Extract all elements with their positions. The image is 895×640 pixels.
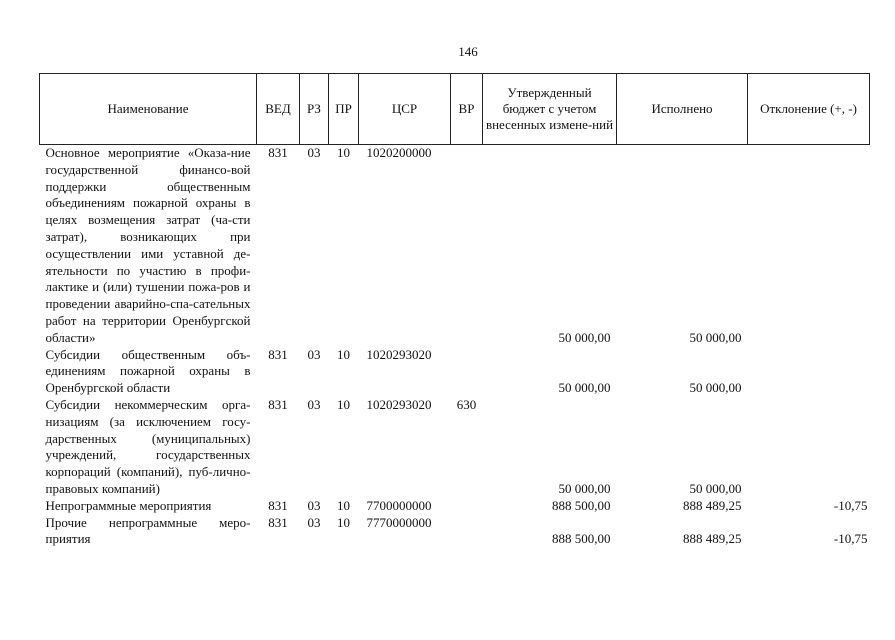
row-pr: 10 [337, 514, 350, 530]
row-approved: 50 000,00 [558, 380, 611, 396]
row-deviation: -10,75 [833, 497, 868, 513]
row-name: Субсидии некоммерческим орга-низациям (за исключением госу-дарственных (муниципальных) учреждений, государственных корпораций (компаний), пуб-лично-правовых компаний) [45, 396, 251, 496]
row-executed: 888 489,25 [683, 497, 742, 513]
table-row [40, 145, 870, 347]
table-row [40, 515, 870, 549]
row-csr: 7700000000 [366, 497, 432, 513]
row-approved: 50 000,00 [558, 329, 611, 345]
row-executed: 50 000,00 [689, 380, 742, 396]
table-header-row [40, 74, 870, 145]
table-row [40, 347, 870, 397]
row-ved: 831 [268, 145, 288, 160]
row-rz: 03 [307, 497, 321, 513]
budget-execution-table [39, 73, 870, 548]
table-row [40, 397, 870, 498]
row-ved: 831 [268, 514, 288, 530]
header-ved: ВЕД [257, 74, 300, 145]
row-vr [451, 145, 483, 347]
row-ved: 831 [268, 346, 288, 362]
row-rz: 03 [307, 145, 321, 160]
row-pr: 10 [337, 145, 350, 160]
row-vr: 630 [456, 396, 477, 412]
row-deviation [748, 347, 870, 397]
row-executed: 50 000,00 [689, 480, 742, 496]
row-name: Субсидии общественным объ-единениям пожарной охраны в Оренбургской области [45, 346, 251, 396]
row-pr: 10 [337, 396, 350, 412]
row-approved: 888 500,00 [552, 497, 611, 513]
row-name: Непрограммные мероприятия [45, 497, 212, 513]
row-name: Основное мероприятие «Оказа-ние государственной финансо-вой поддержки общественным объединениям пожарной охраны в целях возмещения затрат (ча-сти затрат), возникающих при осуществлении ими уставной де-ятельности по участию в профи-лактике и (или) тушении пожа-ров и проведении аварийно-спа-сательных работ на территории Оренбургской области» [45, 145, 251, 345]
row-deviation [748, 145, 870, 347]
row-approved: 888 500,00 [552, 531, 611, 547]
row-rz: 03 [307, 514, 321, 530]
row-csr: 7770000000 [366, 514, 432, 530]
row-pr: 10 [337, 346, 350, 362]
header-name: Наименование [40, 74, 257, 145]
header-deviation: Отклонение (+, -) [748, 74, 870, 145]
header-pr: ПР [329, 74, 359, 145]
row-name: Прочие непрограммные меро-приятия [45, 514, 251, 547]
header-vr: ВР [451, 74, 483, 145]
row-csr: 1020293020 [366, 346, 432, 362]
page-number: 146 [458, 44, 478, 59]
row-approved: 50 000,00 [558, 480, 611, 496]
row-executed: 50 000,00 [689, 329, 742, 345]
row-vr [451, 347, 483, 397]
row-rz: 03 [307, 346, 321, 362]
row-ved: 831 [268, 396, 288, 412]
row-deviation: -10,75 [833, 531, 868, 547]
row-deviation [748, 397, 870, 498]
header-csr: ЦСР [359, 74, 451, 145]
row-ved: 831 [268, 497, 288, 513]
row-vr [451, 515, 483, 549]
header-rz: РЗ [300, 74, 329, 145]
row-vr [451, 498, 483, 515]
header-executed: Исполнено [617, 74, 748, 145]
row-csr: 1020293020 [366, 396, 432, 412]
row-csr: 1020200000 [366, 145, 432, 160]
row-executed: 888 489,25 [683, 531, 742, 547]
header-approved-budget: Утвержденный бюджет с учетом внесенных измене-ний [483, 74, 617, 145]
row-rz: 03 [307, 396, 321, 412]
row-pr: 10 [337, 497, 350, 513]
table-row [40, 498, 870, 515]
